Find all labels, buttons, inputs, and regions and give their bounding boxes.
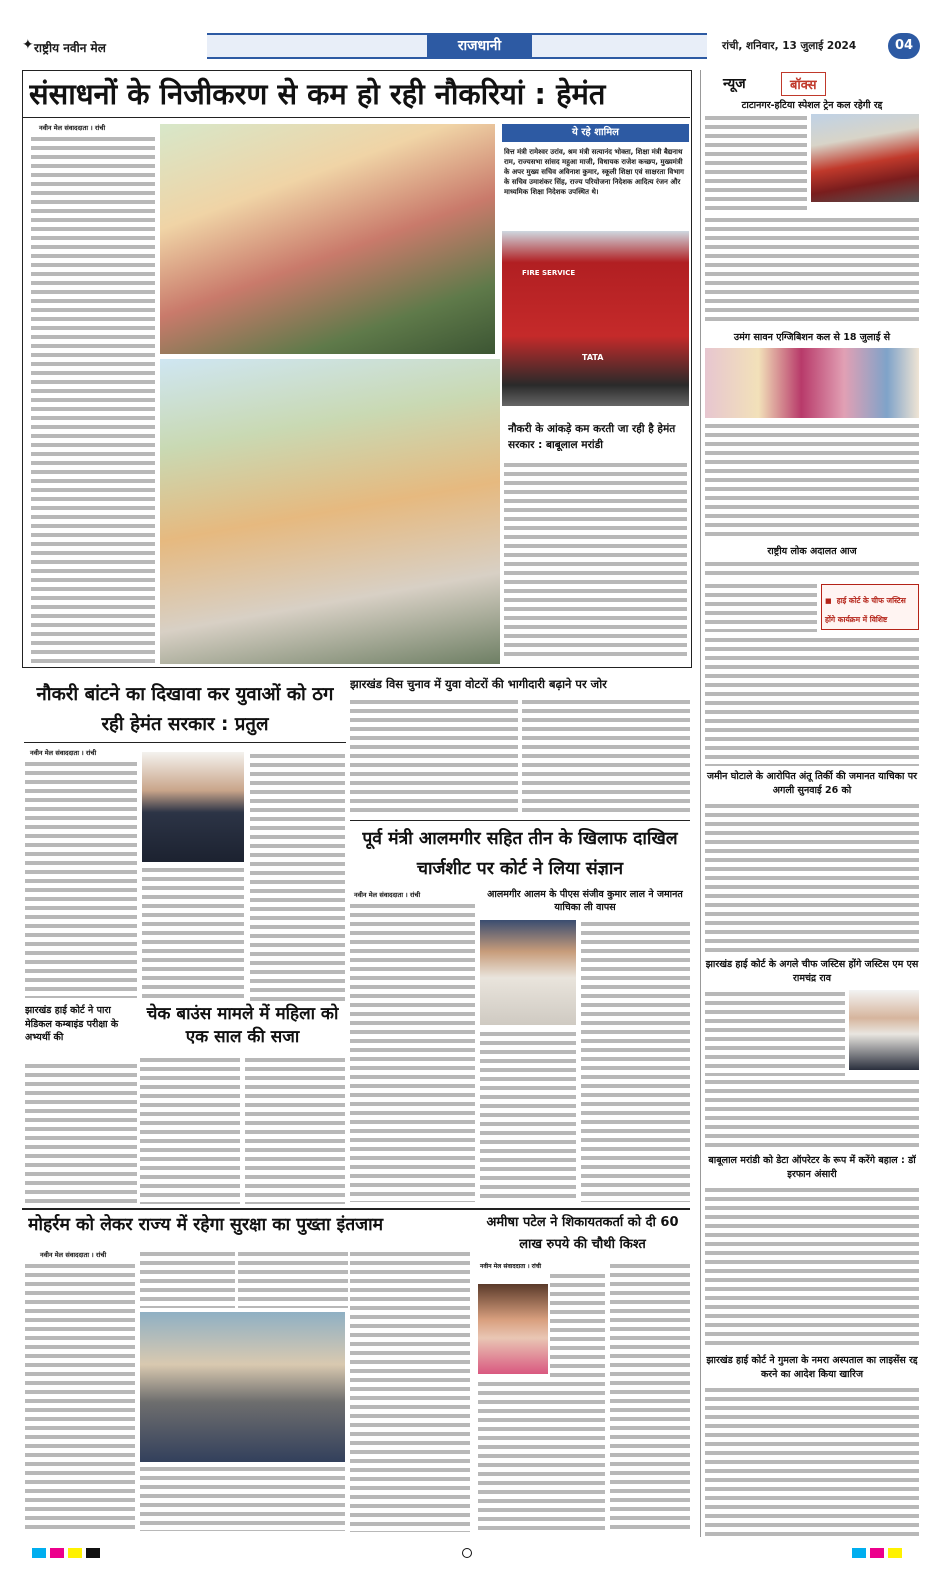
voters-body-1 — [350, 698, 518, 816]
color-swatch-cyan-2 — [852, 1548, 866, 1558]
babulal-body — [504, 461, 687, 661]
paper-name: राष्ट्रीय नवीन मेल — [34, 41, 106, 55]
cj-body-1 — [705, 990, 845, 1076]
alamgir-subhead: आलमगीर आलम के पीएस संजीव कुमार लाल ने जमानत याचिका ली वापस — [487, 889, 683, 913]
pratul-rule — [24, 742, 346, 743]
cj-body-2 — [705, 1078, 919, 1150]
moharram-body-2 — [140, 1250, 235, 1308]
paramedical-headline: झारखंड हाई कोर्ट ने पारा मेडिकल कम्बाइंड परीक्षा के अभ्यर्थी की — [25, 1005, 119, 1043]
adalat-headline: राष्ट्रीय लोक अदालत आज — [767, 546, 857, 557]
adalat-body-3 — [705, 636, 919, 766]
news-box-title-b: बॉक्स — [781, 72, 826, 96]
color-swatch-magenta — [50, 1548, 64, 1558]
alamgir-body-1 — [350, 902, 475, 1202]
shravan-headline: उमंग सावन एग्जिबिशन कल से 18 जुलाई से — [733, 332, 891, 343]
moharram-body-5 — [350, 1250, 470, 1532]
moharram-byline: नवीन मेल संवाददाता । रांची — [40, 1251, 107, 1259]
color-swatch-yellow-2 — [888, 1548, 902, 1558]
adalat-body-1 — [705, 560, 919, 580]
adalat-body-2 — [705, 582, 817, 632]
attendees-text: वित्त मंत्री रामेश्वर उरांव, श्रम मंत्री सत्यानंद भोक्ता, शिक्षा मंत्री बैद्यनाथ राम, राज्यसभा सांसद महुआ माजी, विधायक राजेश कच्छप, मुख्यमंत्री के अपर मुख्य सचिव अविनाश कुमार, स्कूली शिक्षा एवं साक्षरता विभाग के सचिव उमाशंकर सिंह, राज्य परियोजना निदेशक आदित्य रंजन और माध्यमिक शिक्षा निदेशक उपस्थित थे। — [504, 148, 684, 196]
vehicle-brand: TATA — [582, 353, 604, 362]
amisha-body-3 — [610, 1262, 690, 1532]
bail-body — [705, 802, 919, 952]
lead-body-col — [31, 135, 155, 665]
color-swatch-yellow — [68, 1548, 82, 1558]
bird-icon: ✦ — [22, 37, 34, 53]
lead-photo-bottom — [160, 359, 500, 664]
train-body-1 — [705, 114, 807, 214]
news-box — [700, 70, 922, 1537]
moharram-body-3 — [238, 1250, 348, 1308]
alamgir-body-2 — [480, 1030, 576, 1202]
pratul-headline: नौकरी बांटने का दिखावा कर युवाओं को ठग रही हेमंत सरकार : प्रतुल — [36, 684, 334, 735]
lead-story — [22, 70, 692, 668]
moharram-body-4 — [140, 1465, 345, 1531]
pratul-body-1 — [25, 760, 137, 998]
adalat-callout — [821, 584, 919, 630]
dateline: रांची, शनिवार, 13 जुलाई 2024 — [722, 40, 857, 52]
page-number: 04 — [888, 33, 920, 59]
news-box-title-a: न्यूज — [723, 76, 746, 92]
cheque-headline: चेक बाउंस मामले में महिला को एक साल की सजा — [146, 1004, 339, 1047]
alamgir-body-3 — [581, 920, 690, 1202]
pratul-photo — [142, 752, 244, 862]
moharram-photo — [140, 1312, 345, 1462]
voters-rule — [350, 820, 690, 821]
amisha-headline: अमीषा पटेल ने शिकायतकर्ता को दी 60 लाख रुपये की चौथी किश्त — [486, 1215, 679, 1252]
cj-headline: झारखंड हाई कोर्ट के अगले चीफ जस्टिस होंगे जस्टिस एम एस रामचंद्र राव — [705, 959, 919, 984]
paper-logo — [22, 37, 157, 57]
cheque-body-1 — [140, 1056, 240, 1204]
alamgir-byline: नवीन मेल संवाददाता । रांची — [354, 891, 421, 899]
moharram-body-1 — [25, 1262, 135, 1532]
attendees-title: ये रहे शामिल — [502, 124, 689, 142]
cj-photo — [849, 990, 919, 1070]
lead-byline: नवीन मेल संवाददाता । रांची — [39, 124, 106, 132]
amisha-body-2 — [478, 1380, 605, 1532]
hospital-body — [705, 1386, 919, 1536]
babulal-headline: नौकरी के आंकड़े कम करती जा रही है हेमंत सरकार : बाबूलाल मरांडी — [508, 423, 676, 451]
news-box-title — [723, 72, 863, 94]
footer-color-bar — [22, 1548, 920, 1558]
register-mark-icon — [462, 1548, 472, 1558]
hospital-headline: झारखंड हाई कोर्ट ने गुमला के नमरा अस्पताल का लाइसेंस रद्द करने का आदेश किया खारिज — [706, 1355, 918, 1380]
train-headline: टाटानगर-हटिया स्पेशल ट्रेन कल रहेगी रद्द — [741, 100, 883, 111]
callout-bullet-icon: ■ — [825, 597, 832, 605]
lead-headline: संसाधनों के निजीकरण से कम हो रही नौकरियां : हेमंत — [29, 77, 606, 111]
babulal-dgp-headline: बाबूलाल मरांडी को डेटा ऑपरेटर के रूप में करेंगे बहाल : डॉ इरफान अंसारी — [708, 1155, 916, 1180]
voters-body-2 — [522, 698, 690, 816]
masthead — [22, 33, 920, 61]
paramedical-body — [25, 1062, 137, 1205]
shravan-body — [705, 422, 919, 540]
cheque-body-2 — [245, 1056, 345, 1204]
pratul-body-3 — [250, 752, 345, 1002]
amisha-byline: नवीन मेल संवाददाता । रांची — [480, 1263, 542, 1270]
amisha-body-1 — [550, 1272, 605, 1377]
fire-truck-photo — [502, 231, 689, 406]
babulal-dgp-body — [705, 1186, 919, 1350]
bail-headline: जमीन घोटाले के आरोपित अंतू तिर्की की जमानत याचिका पर अगली सुनवाई 26 को — [706, 771, 918, 796]
pratul-byline: नवीन मेल संवाददाता । रांची — [30, 749, 97, 757]
moharram-headline: मोहर्रम को लेकर राज्य में रहेगा सुरक्षा का पुख्ता इंतजाम — [28, 1215, 384, 1235]
alamgir-photo — [480, 920, 576, 1025]
pratul-body-2 — [142, 866, 244, 1001]
headline-rule — [23, 117, 690, 118]
vehicle-label: FIRE SERVICE — [522, 269, 576, 277]
moharram-rule — [22, 1208, 690, 1210]
alamgir-headline: पूर्व मंत्री आलमगीर सहित तीन के खिलाफ दाखिल चार्जशीट पर कोर्ट ने लिया संज्ञान — [362, 829, 678, 879]
color-swatch-magenta-2 — [870, 1548, 884, 1558]
amisha-photo — [478, 1284, 548, 1374]
color-swatch-cyan — [32, 1548, 46, 1558]
shravan-photo — [705, 348, 919, 418]
lead-photo-top — [160, 124, 495, 354]
train-photo — [811, 114, 919, 202]
section-title: राजधानी — [427, 33, 532, 59]
train-body-2 — [705, 216, 919, 326]
voters-headline: झारखंड विस चुनाव में युवा वोटरों की भागीदारी बढ़ाने पर जोर — [350, 677, 607, 691]
color-swatch-black — [86, 1548, 100, 1558]
adalat-callout-text: हाई कोर्ट के चीफ जस्टिस होंगे कार्यक्रम में विशिष्ट — [825, 596, 906, 624]
